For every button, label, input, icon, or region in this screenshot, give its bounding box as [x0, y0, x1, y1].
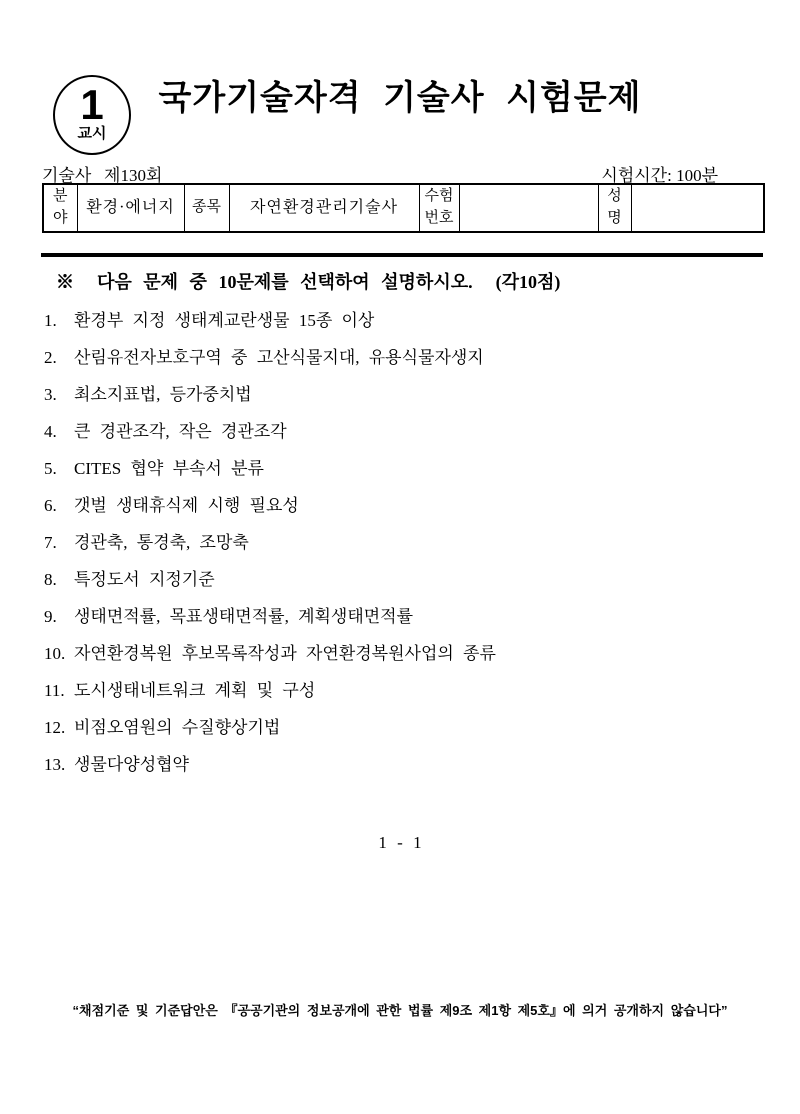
question-number: 12.	[44, 718, 66, 737]
question-text: 생물다양성협약	[74, 755, 189, 774]
question-number: 9.	[44, 607, 57, 626]
question-number: 5.	[44, 459, 57, 478]
question-text: 자연환경복원 후보목록작성과 자연환경복원사업의 종류	[74, 644, 496, 663]
candidate-info-table	[42, 183, 765, 233]
subject-value-cell: 자연환경관리기술사	[229, 184, 419, 232]
question-text: 환경부 지정 생태계교란생물 15종 이상	[74, 311, 375, 330]
candidate-info-row	[43, 184, 764, 232]
question-item-6	[44, 491, 754, 528]
question-text: 갯벌 생태휴식제 시행 필요성	[74, 496, 299, 515]
exam-number-blank-cell	[459, 184, 598, 232]
page-title: 국가기술자격 기술사 시험문제	[158, 80, 642, 117]
question-item-2	[44, 343, 754, 380]
footer-disclaimer: “채점기준 및 기준답안은 『공공기관의 정보공개에 관한 법률 제9조 제1항 제5호』에 의거 공개하지 않습니다”	[72, 1003, 728, 1018]
question-item-3	[44, 380, 754, 417]
exam-session-info: 기술사 제130회	[42, 166, 163, 185]
question-text: 생태면적률, 목표생태면적률, 계획생태면적률	[74, 607, 414, 626]
period-number: 1	[80, 81, 104, 128]
question-number: 13.	[44, 755, 66, 774]
question-number: 2.	[44, 348, 57, 367]
question-item-10	[44, 639, 754, 676]
field-value-cell: 환경·에너지	[77, 184, 184, 232]
question-number: 8.	[44, 570, 57, 589]
question-number: 11.	[44, 681, 65, 700]
question-item-8	[44, 565, 754, 602]
subject-label-cell: 종목	[184, 184, 229, 232]
question-item-5	[44, 454, 754, 491]
page-number: 1 - 1	[378, 833, 422, 852]
instruction-text: ※ 다음 문제 중 10문제를 선택하여 설명하시오. (각10점)	[56, 272, 561, 292]
question-number: 4.	[44, 422, 57, 441]
question-number: 1.	[44, 311, 57, 330]
question-list	[44, 306, 754, 787]
question-item-4	[44, 417, 754, 454]
name-blank-cell	[631, 184, 764, 232]
exam-duration: 시험시간: 100분	[601, 166, 718, 185]
question-number: 10.	[44, 644, 66, 663]
question-number: 7.	[44, 533, 57, 552]
period-label: 교시	[77, 125, 107, 142]
question-text: 비점오염원의 수질향상기법	[74, 718, 281, 737]
question-text: 큰 경관조각, 작은 경관조각	[74, 422, 287, 441]
name-label-cell: 성명	[598, 184, 631, 232]
question-item-11	[44, 676, 754, 713]
section-divider-rule	[41, 253, 763, 257]
question-text: 경관축, 통경축, 조망축	[74, 533, 249, 552]
question-item-7	[44, 528, 754, 565]
question-text: 최소지표법, 등가중치법	[74, 385, 252, 404]
question-item-1	[44, 306, 754, 343]
question-text: CITES 협약 부속서 분류	[74, 459, 264, 478]
question-text: 산림유전자보호구역 중 고산식물지대, 유용식물자생지	[74, 348, 484, 367]
question-item-13	[44, 750, 754, 787]
field-label-cell: 분야	[43, 184, 77, 232]
question-item-9	[44, 602, 754, 639]
exam-number-label-cell: 수험번호	[419, 184, 459, 232]
question-item-12	[44, 713, 754, 750]
question-number: 3.	[44, 385, 57, 404]
question-text: 도시생태네트워크 계획 및 구성	[74, 681, 316, 700]
question-text: 특정도서 지정기준	[74, 570, 215, 589]
question-number: 6.	[44, 496, 57, 515]
